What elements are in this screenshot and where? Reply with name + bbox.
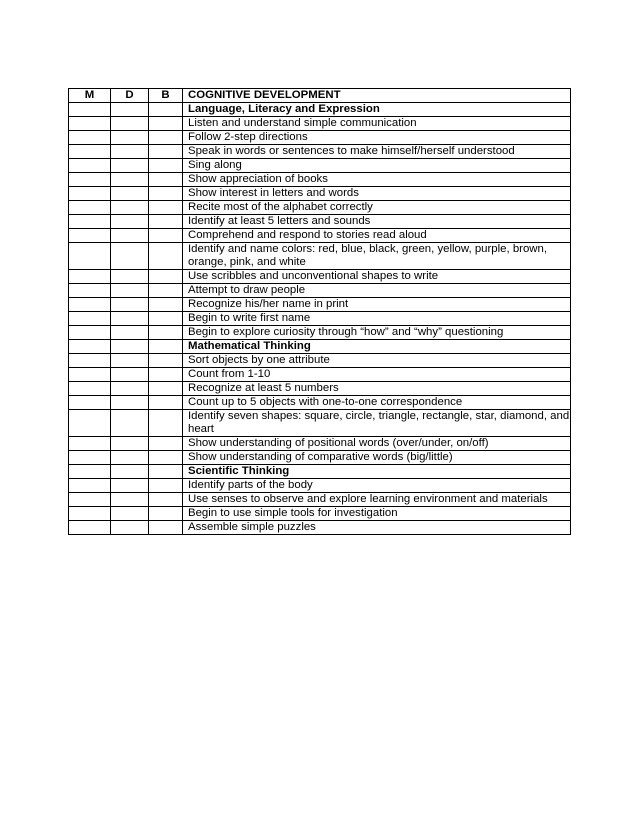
rating-cell-m[interactable] — [69, 354, 111, 368]
checklist-body — [69, 103, 571, 535]
rating-cell-m[interactable] — [69, 131, 111, 145]
table-row — [69, 159, 571, 173]
rating-cell-d[interactable] — [111, 437, 149, 451]
skill-description: Begin to use simple tools for investigation — [183, 507, 571, 521]
skill-description: Sort objects by one attribute — [183, 354, 571, 368]
rating-cell-b[interactable] — [149, 507, 183, 521]
rating-cell-m[interactable] — [69, 270, 111, 284]
table-row — [69, 215, 571, 229]
skill-description: Recite most of the alphabet correctly — [183, 201, 571, 215]
skill-description: Identify parts of the body — [183, 479, 571, 493]
rating-cell-m[interactable] — [69, 451, 111, 465]
table-row — [69, 229, 571, 243]
rating-cell-m[interactable] — [69, 382, 111, 396]
table-row — [69, 131, 571, 145]
skill-description: Attempt to draw people — [183, 284, 571, 298]
table-row — [69, 493, 571, 507]
rating-cell-b[interactable] — [149, 284, 183, 298]
rating-cell-m[interactable] — [69, 521, 111, 535]
rating-cell-b[interactable] — [149, 131, 183, 145]
table-row — [69, 312, 571, 326]
section-heading: Mathematical Thinking — [183, 340, 571, 354]
rating-cell-m[interactable] — [69, 493, 111, 507]
table-row — [69, 396, 571, 410]
column-header-m: M — [69, 89, 111, 103]
table-row — [69, 507, 571, 521]
table-row — [69, 382, 571, 396]
rating-cell-m[interactable] — [69, 507, 111, 521]
column-header-b: B — [149, 89, 183, 103]
rating-cell-b[interactable] — [149, 103, 183, 117]
section-row — [69, 465, 571, 479]
rating-cell-d[interactable] — [111, 131, 149, 145]
rating-cell-m[interactable] — [69, 465, 111, 479]
rating-cell-m[interactable] — [69, 312, 111, 326]
rating-cell-d[interactable] — [111, 187, 149, 201]
rating-cell-b[interactable] — [149, 201, 183, 215]
rating-cell-m[interactable] — [69, 187, 111, 201]
rating-cell-m[interactable] — [69, 229, 111, 243]
rating-cell-d[interactable] — [111, 173, 149, 187]
rating-cell-b[interactable] — [149, 451, 183, 465]
rating-cell-d[interactable] — [111, 243, 149, 270]
skill-description: Use senses to observe and explore learning environment and materials — [183, 493, 571, 507]
rating-cell-b[interactable] — [149, 187, 183, 201]
skill-description: Show interest in letters and words — [183, 187, 571, 201]
skill-description: Follow 2-step directions — [183, 131, 571, 145]
rating-cell-d[interactable] — [111, 270, 149, 284]
table-row — [69, 201, 571, 215]
rating-cell-b[interactable] — [149, 437, 183, 451]
rating-cell-b[interactable] — [149, 368, 183, 382]
rating-cell-b[interactable] — [149, 145, 183, 159]
rating-cell-m[interactable] — [69, 284, 111, 298]
skill-description: Count up to 5 objects with one-to-one correspondence — [183, 396, 571, 410]
rating-cell-b[interactable] — [149, 173, 183, 187]
section-row — [69, 103, 571, 117]
rating-cell-d[interactable] — [111, 368, 149, 382]
rating-cell-d[interactable] — [111, 465, 149, 479]
rating-cell-m[interactable] — [69, 298, 111, 312]
rating-cell-m[interactable] — [69, 243, 111, 270]
rating-cell-b[interactable] — [149, 410, 183, 437]
rating-cell-m[interactable] — [69, 410, 111, 437]
rating-cell-d[interactable] — [111, 521, 149, 535]
rating-cell-b[interactable] — [149, 298, 183, 312]
rating-cell-b[interactable] — [149, 215, 183, 229]
rating-cell-d[interactable] — [111, 410, 149, 437]
skill-description: Begin to explore curiosity through “how” and “why” questioning — [183, 326, 571, 340]
table-row — [69, 298, 571, 312]
table-row — [69, 173, 571, 187]
rating-cell-b[interactable] — [149, 270, 183, 284]
table-row — [69, 145, 571, 159]
skill-description: Sing along — [183, 159, 571, 173]
rating-cell-m[interactable] — [69, 326, 111, 340]
skill-description: Identify at least 5 letters and sounds — [183, 215, 571, 229]
rating-cell-d[interactable] — [111, 479, 149, 493]
rating-cell-d[interactable] — [111, 145, 149, 159]
table-row — [69, 368, 571, 382]
rating-cell-d[interactable] — [111, 312, 149, 326]
rating-cell-d[interactable] — [111, 493, 149, 507]
table-row — [69, 270, 571, 284]
table-row — [69, 326, 571, 340]
rating-cell-d[interactable] — [111, 326, 149, 340]
rating-cell-d[interactable] — [111, 298, 149, 312]
rating-cell-b[interactable] — [149, 396, 183, 410]
rating-cell-d[interactable] — [111, 103, 149, 117]
table-row — [69, 243, 571, 270]
skill-description: Comprehend and respond to stories read aloud — [183, 229, 571, 243]
skill-description: Listen and understand simple communication — [183, 117, 571, 131]
skill-description: Recognize at least 5 numbers — [183, 382, 571, 396]
section-row — [69, 340, 571, 354]
rating-cell-b[interactable] — [149, 521, 183, 535]
rating-cell-b[interactable] — [149, 493, 183, 507]
rating-cell-m[interactable] — [69, 173, 111, 187]
table-row — [69, 117, 571, 131]
table-row — [69, 410, 571, 437]
section-heading: Scientific Thinking — [183, 465, 571, 479]
rating-cell-d[interactable] — [111, 229, 149, 243]
rating-cell-d[interactable] — [111, 159, 149, 173]
skill-description: Recognize his/her name in print — [183, 298, 571, 312]
rating-cell-m[interactable] — [69, 201, 111, 215]
skill-description: Use scribbles and unconventional shapes to write — [183, 270, 571, 284]
rating-cell-m[interactable] — [69, 117, 111, 131]
rating-cell-b[interactable] — [149, 159, 183, 173]
rating-cell-m[interactable] — [69, 145, 111, 159]
skill-description: Show understanding of positional words (over/under, on/off) — [183, 437, 571, 451]
rating-cell-d[interactable] — [111, 354, 149, 368]
rating-cell-b[interactable] — [149, 465, 183, 479]
rating-cell-b[interactable] — [149, 312, 183, 326]
rating-cell-m[interactable] — [69, 437, 111, 451]
rating-cell-b[interactable] — [149, 340, 183, 354]
rating-cell-m[interactable] — [69, 479, 111, 493]
rating-cell-m[interactable] — [69, 396, 111, 410]
table-row — [69, 284, 571, 298]
rating-cell-b[interactable] — [149, 229, 183, 243]
rating-cell-d[interactable] — [111, 117, 149, 131]
rating-cell-b[interactable] — [149, 243, 183, 270]
table-row — [69, 451, 571, 465]
skill-description: Identify seven shapes: square, circle, triangle, rectangle, star, diamond, and heart — [183, 410, 571, 437]
rating-cell-b[interactable] — [149, 354, 183, 368]
table-title: COGNITIVE DEVELOPMENT — [183, 89, 571, 103]
section-heading: Language, Literacy and Expression — [183, 103, 571, 117]
rating-cell-d[interactable] — [111, 284, 149, 298]
rating-cell-m[interactable] — [69, 215, 111, 229]
cognitive-development-checklist — [68, 88, 571, 535]
skill-description: Identify and name colors: red, blue, black, green, yellow, purple, brown, orange, pink, and white — [183, 243, 571, 270]
rating-cell-b[interactable] — [149, 326, 183, 340]
table-row — [69, 521, 571, 535]
rating-cell-d[interactable] — [111, 382, 149, 396]
skill-description: Show appreciation of books — [183, 173, 571, 187]
table-row — [69, 479, 571, 493]
table-header-row — [69, 89, 571, 103]
rating-cell-d[interactable] — [111, 215, 149, 229]
rating-cell-d[interactable] — [111, 507, 149, 521]
table-row — [69, 354, 571, 368]
rating-cell-m[interactable] — [69, 340, 111, 354]
skill-description: Speak in words or sentences to make himself/herself understood — [183, 145, 571, 159]
table-row — [69, 187, 571, 201]
skill-description: Show understanding of comparative words (big/little) — [183, 451, 571, 465]
table-row — [69, 437, 571, 451]
rating-cell-b[interactable] — [149, 382, 183, 396]
rating-cell-d[interactable] — [111, 340, 149, 354]
skill-description: Count from 1-10 — [183, 368, 571, 382]
skill-description: Assemble simple puzzles — [183, 521, 571, 535]
rating-cell-b[interactable] — [149, 479, 183, 493]
rating-cell-d[interactable] — [111, 451, 149, 465]
skill-description: Begin to write first name — [183, 312, 571, 326]
rating-cell-d[interactable] — [111, 201, 149, 215]
rating-cell-d[interactable] — [111, 396, 149, 410]
rating-cell-m[interactable] — [69, 103, 111, 117]
rating-cell-b[interactable] — [149, 117, 183, 131]
rating-cell-m[interactable] — [69, 159, 111, 173]
column-header-d: D — [111, 89, 149, 103]
rating-cell-m[interactable] — [69, 368, 111, 382]
